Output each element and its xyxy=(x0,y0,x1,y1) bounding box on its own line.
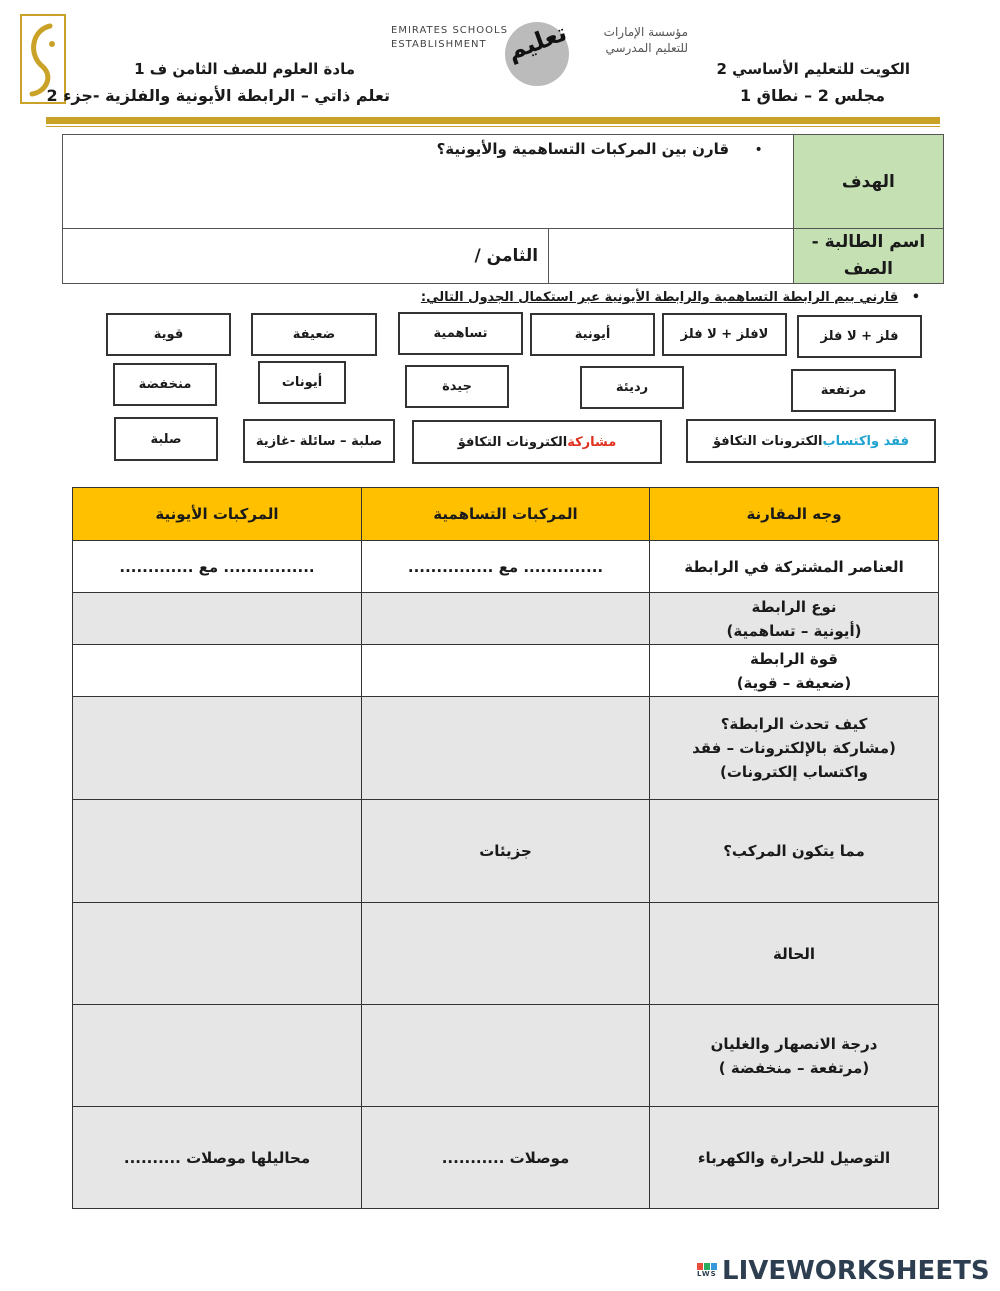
answer-cell[interactable] xyxy=(73,800,362,903)
word-chip[interactable]: صلبة xyxy=(114,417,218,461)
answer-cell[interactable] xyxy=(362,593,650,645)
answer-cell[interactable] xyxy=(362,903,650,1005)
brand-text: LIVEWORKSHEETS xyxy=(722,1256,990,1286)
student-name-input[interactable] xyxy=(549,229,794,284)
subject-title: مادة العلوم للصف الثامن ف 1 xyxy=(134,60,355,78)
lws-badge-icon: LWS xyxy=(697,1263,719,1279)
aspect-cell: العناصر المشتركة في الرابطة xyxy=(650,541,939,593)
aspect-cell: درجة الانصهار والغليان (مرتفعة – منخفضة ) xyxy=(650,1005,939,1107)
word-chip[interactable]: أيونات xyxy=(258,361,346,404)
student-label: اسم الطالبة - الصف xyxy=(793,229,943,284)
word-chip[interactable]: منخفضة xyxy=(113,363,217,406)
aspect-cell: الحالة xyxy=(650,903,939,1005)
word-chip[interactable]: لافلز + لا فلز xyxy=(662,313,787,356)
header-covalent: المركبات التساهمية xyxy=(362,488,650,541)
answer-cell[interactable] xyxy=(362,645,650,697)
goal-label: الهدف xyxy=(793,135,943,229)
header-divider-thin xyxy=(46,126,940,127)
word-chip[interactable]: رديئة xyxy=(580,366,684,409)
ese-logo-arabic: مؤسسة الإمارات للتعليم المدرسي xyxy=(603,25,688,55)
instruction: • قارني بيم الرابطة التساهمية والرابطة الأيونية عبر استكمال الجدول التالي: xyxy=(420,290,920,305)
word-chip[interactable]: فقد واكتساب الكترونات التكافؤ xyxy=(686,419,936,463)
word-chip[interactable]: مرتفعة xyxy=(791,369,896,412)
header-ionic: المركبات الأيونية xyxy=(73,488,362,541)
liveworksheets-logo xyxy=(697,1256,990,1286)
word-chip[interactable]: ضعيفة xyxy=(251,313,377,356)
answer-cell[interactable] xyxy=(73,697,362,800)
answer-cell[interactable] xyxy=(73,645,362,697)
word-chip[interactable]: أيونية xyxy=(530,313,655,356)
council-zone: مجلس 2 – نطاق 1 xyxy=(739,86,885,105)
grade-cell[interactable] xyxy=(63,229,549,284)
bullet-icon: • xyxy=(754,142,763,158)
bullet-icon: • xyxy=(911,290,920,305)
word-chip[interactable]: جيدة xyxy=(405,365,509,408)
answer-cell[interactable] xyxy=(73,593,362,645)
aspect-cell: نوع الرابطة (أيونية – تساهمية) xyxy=(650,593,939,645)
ese-logo-text: EMIRATES SCHOOLS ESTABLISHMENT xyxy=(391,25,508,50)
school-name: الكويت للتعليم الأساسي 2 xyxy=(716,60,910,78)
answer-cell[interactable]: محاليلها موصلات .......... xyxy=(73,1107,362,1209)
word-chip[interactable]: فلز + لا فلز xyxy=(797,315,922,358)
word-chip[interactable]: مشاركة الكترونات التكافؤ xyxy=(412,420,662,464)
header-divider xyxy=(46,117,940,124)
goal-text: قارن بين المركبات التساهمية والأيونية؟ xyxy=(436,140,730,158)
grade-text: الثامن / xyxy=(474,246,539,267)
answer-cell[interactable] xyxy=(362,1005,650,1107)
aspect-cell: مما يتكون المركب؟ xyxy=(650,800,939,903)
aspect-cell: كيف تحدث الرابطة؟ (مشاركة بالإلكترونات – فقد واكتساب إلكترونات) xyxy=(650,697,939,800)
aspect-cell: التوصيل للحرارة والكهرباء xyxy=(650,1107,939,1209)
word-chip[interactable]: تساهمية xyxy=(398,312,523,355)
lesson-title: تعلم ذاتي – الرابطة الأيونية والفلزية -جزء 2 xyxy=(46,86,390,105)
comparison-table xyxy=(72,487,939,1209)
aspect-cell: قوة الرابطة (ضعيفة – قوية) xyxy=(650,645,939,697)
answer-cell[interactable]: ................ مع ............. xyxy=(73,541,362,593)
answer-cell[interactable] xyxy=(73,903,362,1005)
answer-cell[interactable]: موصلات ........... xyxy=(362,1107,650,1209)
word-chip[interactable]: صلبة – سائلة -غازية xyxy=(243,419,395,463)
goal-cell xyxy=(63,135,794,229)
answer-cell[interactable]: .............. مع ............... xyxy=(362,541,650,593)
header-aspect: وجه المقارنة xyxy=(650,488,939,541)
answer-cell[interactable] xyxy=(73,1005,362,1107)
word-chip[interactable]: قوية xyxy=(106,313,231,356)
answer-cell[interactable] xyxy=(362,697,650,800)
info-table xyxy=(62,134,944,284)
taleem-logo: تعليم xyxy=(505,22,569,86)
answer-cell[interactable]: جزيئات xyxy=(362,800,650,903)
